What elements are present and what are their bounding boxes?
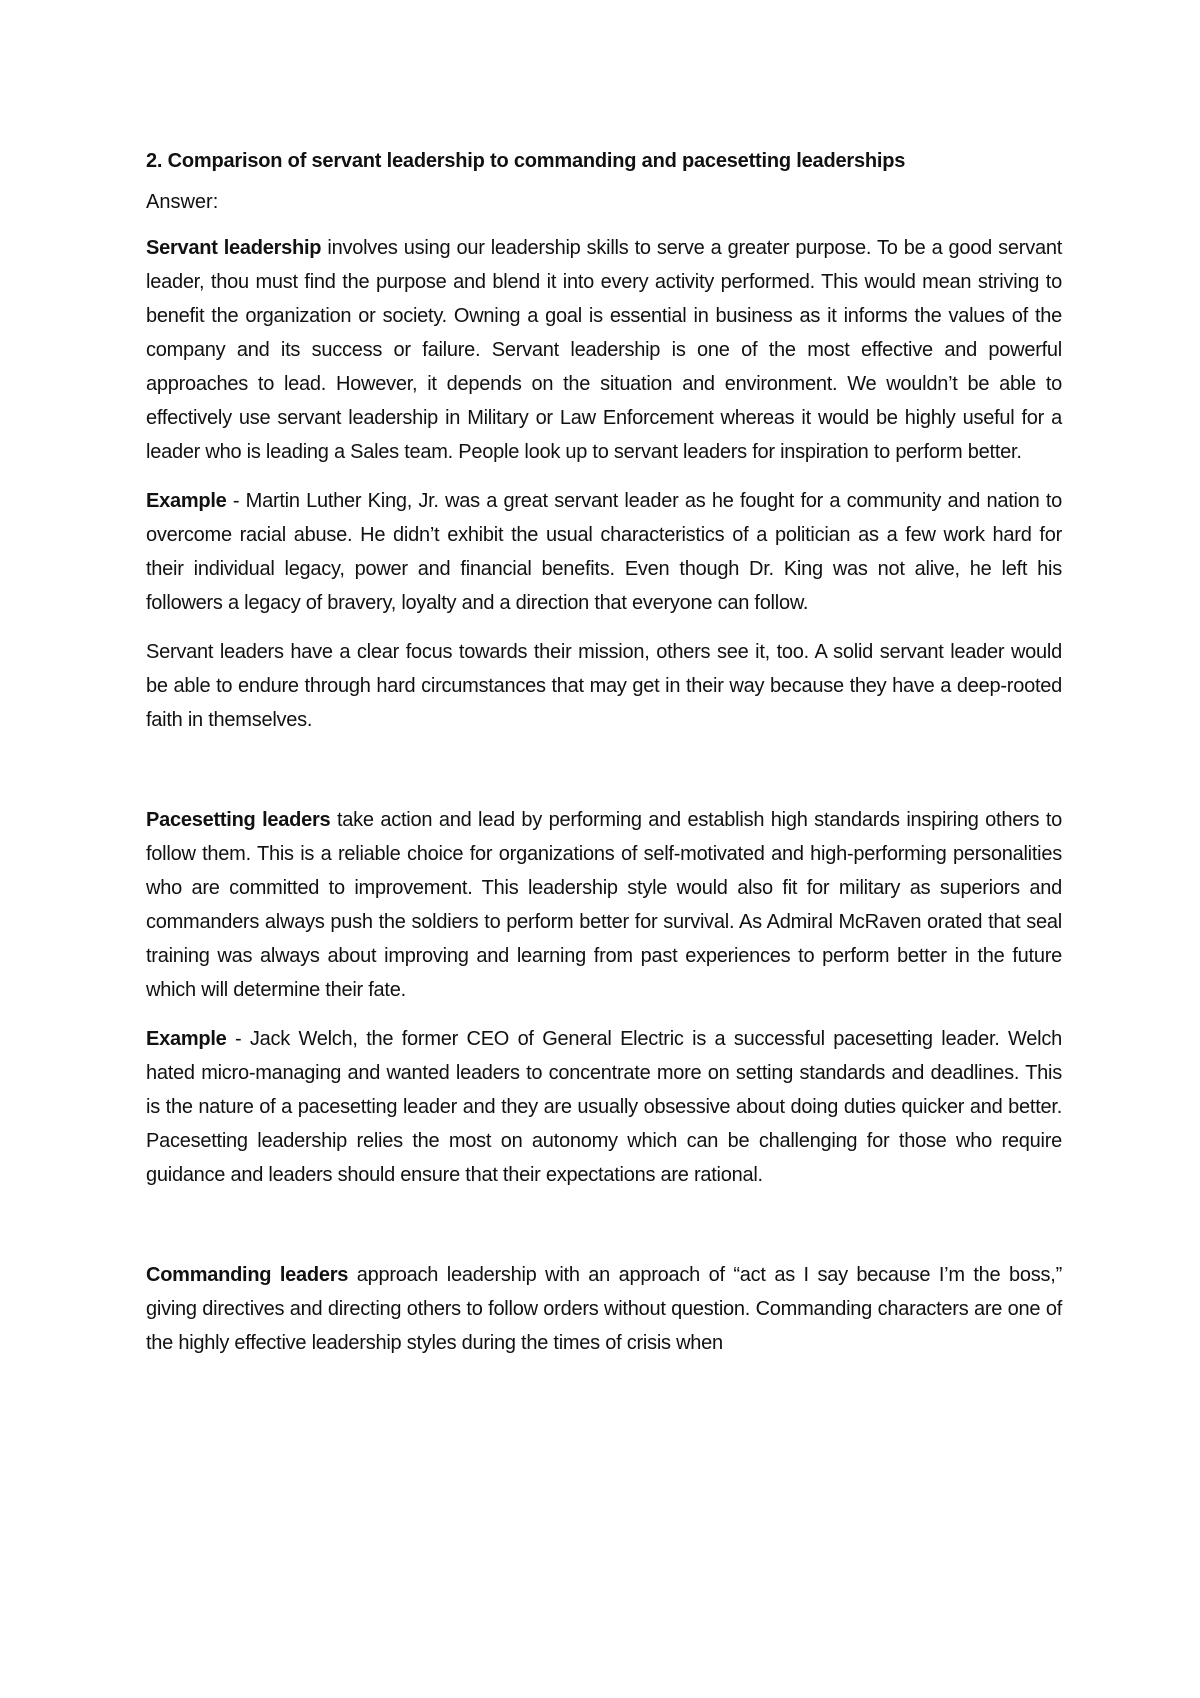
pacesetting-example-paragraph (146, 1022, 1062, 1192)
servant-leadership-paragraph (146, 231, 1062, 469)
servant-leadership-term: Servant leadership (146, 237, 322, 259)
pacesetting-example-text: - Jack Welch, the former CEO of General Electric is a successful pacesetting leader. Welch hated micro-managing and wanted leaders to concentrate more on setting standards and deadlines. This is the nature of a pacesetting leader and they are usually obsessive about doing duties quicker and better. Pacesetting leadership relies the most on autonomy which can be challenging for those who require guidance and leaders should ensure that their expectations are rational. (146, 1028, 1062, 1186)
pacesetting-example-label: Example (146, 1028, 227, 1050)
servant-leadership-text: involves using our leadership skills to serve a greater purpose. To be a good servant leader, thou must find the purpose and blend it into every activity performed. This would mean striving to benefit the organization or society. Owning a goal is essential in business as it informs the values of the company and its success or failure. Servant leadership is one of the most effective and powerful approaches to lead. However, it depends on the situation and environment. We wouldn’t be able to effectively use servant leadership in Military or Law Enforcement whereas it would be highly useful for a leader who is leading a Sales team. People look up to servant leaders for inspiration to perform better. (146, 237, 1062, 463)
section-heading: 2. Comparison of servant leadership to commanding and pacesetting leaderships (146, 150, 906, 172)
pacesetting-leadership-paragraph (146, 803, 1062, 1007)
answer-label: Answer: (146, 191, 219, 213)
paragraph-gap (146, 752, 1062, 803)
paragraph-gap (146, 1207, 1062, 1258)
servant-example-paragraph (146, 484, 1062, 620)
servant-closing-paragraph: Servant leaders have a clear focus towards their mission, others see it, too. A solid servant leader would be able to endure through hard circumstances that may get in their way because they have a deep-rooted faith in themselves. (146, 641, 1062, 731)
commanding-leadership-text: approach leadership with an approach of “act as I say because I’m the boss,” giving directives and directing others to follow orders without question. Commanding characters are one of the highly effective leadership styles during the times of crisis when (146, 1264, 1062, 1354)
pacesetting-leadership-term: Pacesetting leaders (146, 809, 331, 831)
commanding-leadership-paragraph (146, 1258, 1062, 1360)
servant-example-text: - Martin Luther King, Jr. was a great servant leader as he fought for a community and nation to overcome racial abuse. He didn’t exhibit the usual characteristics of a politician as a few work hard for their individual legacy, power and financial benefits. Even though Dr. King was not alive, he left his followers a legacy of bravery, loyalty and a direction that everyone can follow. (146, 490, 1062, 614)
document-page (146, 147, 1062, 1375)
servant-example-label: Example (146, 490, 227, 512)
pacesetting-leadership-text: take action and lead by performing and establish high standards inspiring others to follow them. This is a reliable choice for organizations of self-motivated and high-performing personalities who are committed to improvement. This leadership style would also fit for military as superiors and commanders always push the soldiers to perform better for survival. As Admiral McRaven orated that seal training was always about improving and learning from past experiences to perform better in the future which will determine their fate. (146, 809, 1062, 1001)
commanding-leadership-term: Commanding leaders (146, 1264, 349, 1286)
